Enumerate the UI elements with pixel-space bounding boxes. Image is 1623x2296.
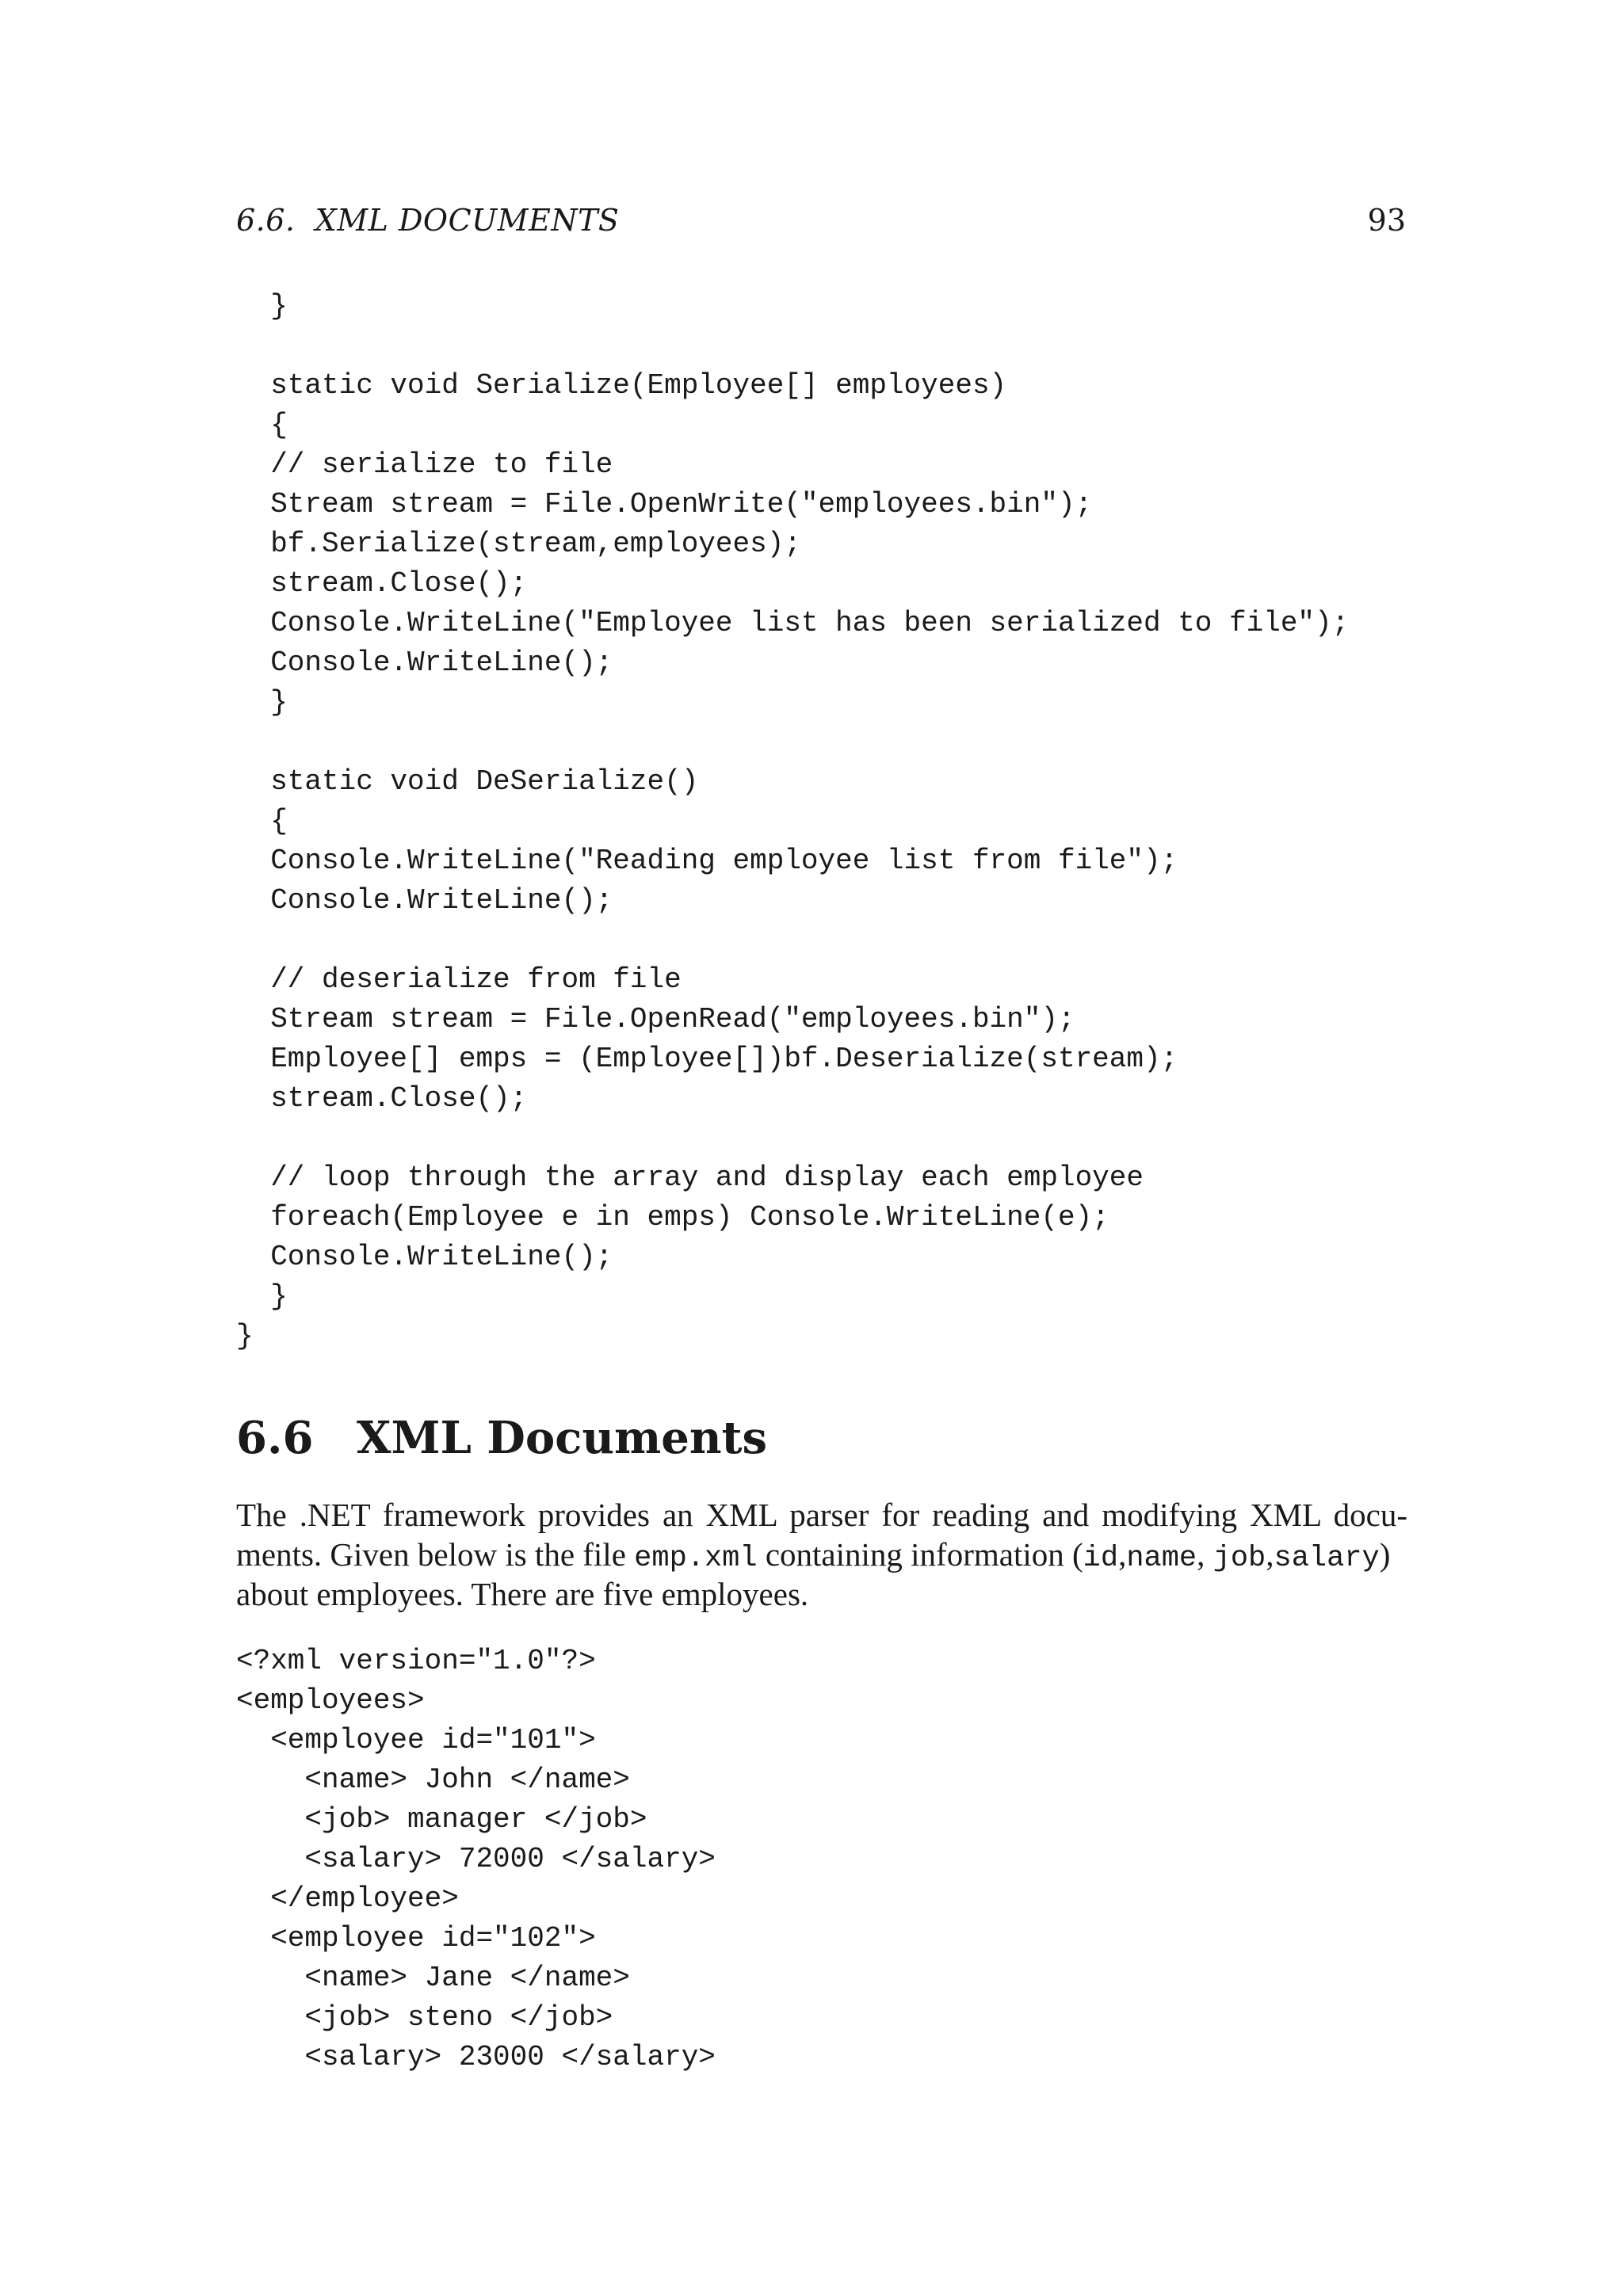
- code-line: <employee id="101">: [236, 1724, 596, 1756]
- code-line: <?xml version="1.0"?>: [236, 1645, 596, 1677]
- field-id: id: [1083, 1542, 1119, 1575]
- text-run: ,: [1197, 1536, 1213, 1573]
- code-line: Console.WriteLine();: [236, 884, 613, 917]
- code-line: static void Serialize(Employee[] employees): [236, 369, 1007, 402]
- code-line: [236, 723, 1349, 762]
- running-header: [236, 200, 1406, 241]
- code-line: <job> manager </job>: [236, 1803, 647, 1836]
- code-line: <job> steno </job>: [236, 2001, 613, 2034]
- code-line: Console.WriteLine("Employee list has been serialized to file");: [236, 607, 1350, 639]
- text-run: ,: [1118, 1536, 1127, 1573]
- code-line: [236, 326, 1349, 366]
- code-line: <name> Jane </name>: [236, 1962, 630, 1994]
- code-block-xml: [236, 1642, 716, 2077]
- code-line: Console.WriteLine();: [236, 646, 613, 679]
- field-job: job: [1212, 1542, 1266, 1575]
- code-line: bf.Serialize(stream,employees);: [236, 528, 801, 560]
- code-line: [236, 921, 1349, 960]
- running-header-title: 6.6. XML DOCUMENTS: [236, 203, 620, 238]
- field-name: name: [1126, 1542, 1197, 1575]
- page-number: 93: [1367, 203, 1406, 238]
- code-line: }: [236, 1280, 288, 1313]
- code-line: Employee[] emps = (Employee[])bf.Deserialize(stream);: [236, 1043, 1178, 1075]
- code-line: }: [236, 1320, 254, 1352]
- code-line: foreach(Employee e in emps) Console.WriteLine(e);: [236, 1201, 1109, 1234]
- code-line: }: [236, 686, 288, 719]
- field-salary: salary: [1274, 1542, 1380, 1575]
- code-line: {: [236, 409, 288, 441]
- filename-emp-xml: emp.xml: [634, 1542, 758, 1575]
- code-line: // serialize to file: [236, 448, 613, 481]
- text-run: ments. Given below is the file: [236, 1536, 635, 1573]
- code-line: }: [236, 290, 288, 322]
- section-heading: [236, 1410, 767, 1466]
- code-line: Console.WriteLine();: [236, 1241, 613, 1273]
- paragraph-line-2: [236, 1535, 1407, 1574]
- code-line: static void DeSerialize(): [236, 765, 699, 798]
- section-number: 6.6: [236, 1412, 314, 1464]
- code-line: Console.WriteLine("Reading employee list from file");: [236, 845, 1178, 877]
- code-line: <employees>: [236, 1684, 425, 1717]
- section-title: XML Documents: [357, 1412, 768, 1464]
- code-line: <salary> 72000 </salary>: [236, 1843, 716, 1875]
- paragraph-line-1: The .NET framework provides an XML parser for reading and modifying XML docu-: [236, 1497, 1407, 1533]
- code-line: {: [236, 805, 288, 837]
- code-line: // loop through the array and display each employee: [236, 1161, 1144, 1194]
- text-run: ,: [1266, 1536, 1274, 1573]
- code-line: stream.Close();: [236, 567, 528, 600]
- code-line: <employee id="102">: [236, 1922, 596, 1955]
- body-paragraph: [236, 1495, 1407, 1614]
- code-line: [236, 1119, 1349, 1158]
- code-line: // deserialize from file: [236, 963, 682, 996]
- code-line: </employee>: [236, 1882, 459, 1915]
- code-line: <salary> 23000 </salary>: [236, 2041, 716, 2073]
- code-line: Stream stream = File.OpenRead("employees.bin");: [236, 1003, 1075, 1035]
- code-line: <name> John </name>: [236, 1764, 630, 1796]
- code-line: Stream stream = File.OpenWrite("employees.bin");: [236, 488, 1093, 521]
- text-run: ): [1379, 1536, 1391, 1573]
- code-line: stream.Close();: [236, 1082, 528, 1115]
- paragraph-line-3: about employees. There are five employees.: [236, 1576, 809, 1612]
- code-block-csharp: [236, 287, 1349, 1356]
- text-run: containing information (: [757, 1536, 1083, 1573]
